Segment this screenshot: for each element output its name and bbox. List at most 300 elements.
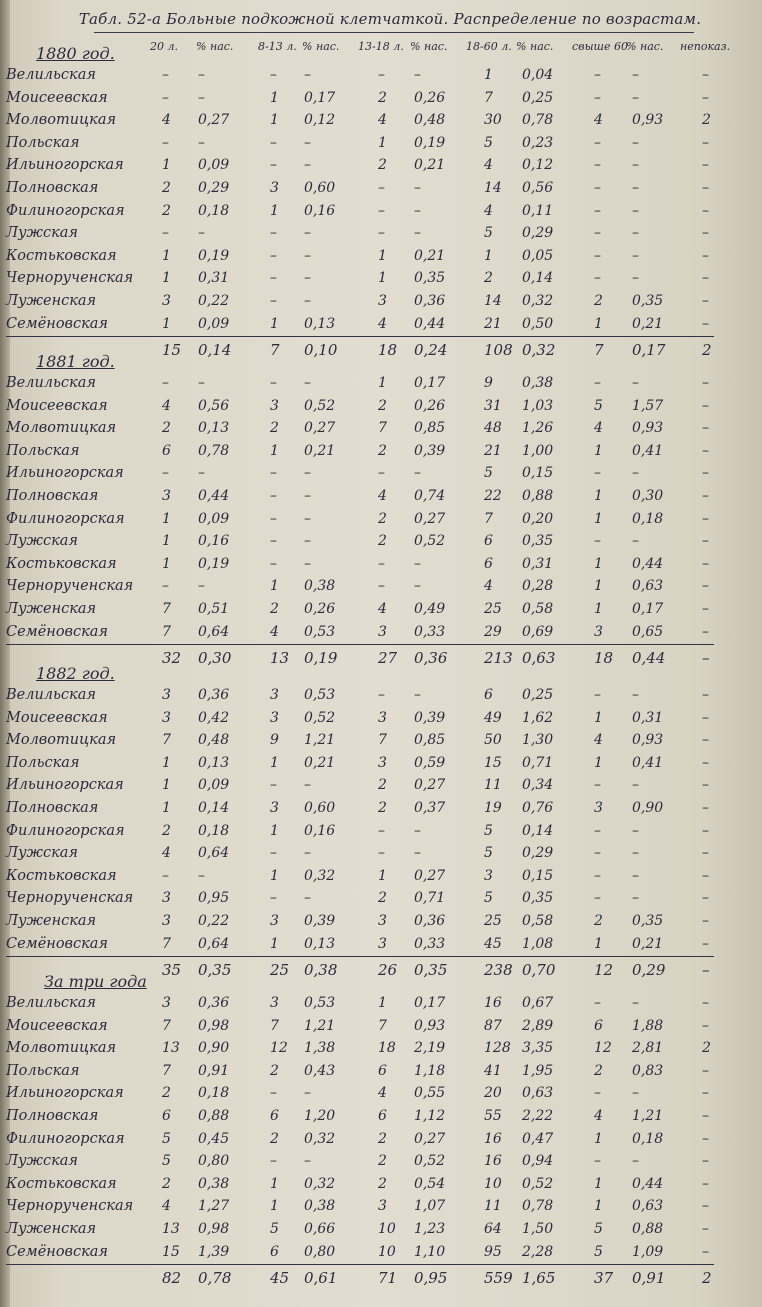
table-cell: 3 <box>270 913 279 929</box>
volost-name: Ильиногорская <box>6 777 124 794</box>
table-cell: 3 <box>378 623 387 640</box>
table-cell: 1,03 <box>522 397 554 414</box>
table-cell: 1,00 <box>522 442 554 459</box>
table-cell: 1,39 <box>198 1243 230 1260</box>
table-cell: 3 <box>594 800 603 816</box>
table-cell: – <box>270 1153 277 1170</box>
table-cell: – <box>304 375 311 391</box>
table-cell: 2 <box>378 533 387 550</box>
table-cell: 3 <box>162 995 171 1011</box>
table-cell: 0,35 <box>632 913 664 929</box>
table-cell: 2 <box>594 293 603 309</box>
table-cell: 0,58 <box>522 601 554 617</box>
table-cell: 4 <box>594 112 603 129</box>
table-cell: 18 <box>378 1040 396 1057</box>
table-cell: – <box>198 89 205 106</box>
table-cell: 0,14 <box>522 270 554 287</box>
table-cell: 7 <box>162 623 171 640</box>
table-cell: 0,21 <box>304 754 336 771</box>
table-cell: – <box>702 601 709 617</box>
table-cell: 3 <box>162 890 171 907</box>
table-cell: 0,41 <box>632 442 664 459</box>
table-cell: 0,38 <box>198 1175 230 1192</box>
table-row <box>0 1037 762 1059</box>
table-cell: 0,93 <box>632 112 664 129</box>
table-cell: 0,26 <box>414 397 446 414</box>
table-cell: 3 <box>270 800 279 816</box>
table-row <box>0 1015 762 1037</box>
table-cell: – <box>270 67 277 83</box>
table-cell: – <box>632 375 639 391</box>
table-cell: – <box>702 913 709 929</box>
table-cell: 0,90 <box>198 1040 230 1057</box>
table-cell: 1 <box>162 510 171 527</box>
table-cell: 1 <box>162 555 171 572</box>
table-cell: 6 <box>378 1108 387 1124</box>
table-cell: 2 <box>378 800 387 816</box>
table-cell: 2,22 <box>522 1108 554 1124</box>
total-cell: 15 <box>162 341 182 360</box>
table-cell: 0,52 <box>414 1153 446 1170</box>
total-rule <box>6 1264 714 1265</box>
total-cell: 0,24 <box>414 341 448 360</box>
table-cell: – <box>632 89 639 106</box>
table-cell: 1,57 <box>632 397 664 414</box>
table-cell: 1 <box>270 822 279 839</box>
table-cell: – <box>162 465 169 482</box>
table-cell: – <box>594 777 601 794</box>
table-cell: 0,91 <box>198 1062 230 1079</box>
table-cell: 0,66 <box>304 1221 336 1237</box>
table-cell: 3 <box>270 709 279 726</box>
table-cell: 6 <box>270 1108 279 1124</box>
table-cell: 0,17 <box>632 601 664 617</box>
volost-name: Полновская <box>6 180 99 196</box>
table-cell: 0,38 <box>522 375 554 391</box>
table-cell: 0,09 <box>198 777 230 794</box>
table-cell: 0,15 <box>522 867 554 884</box>
table-row <box>0 820 762 842</box>
column-header: непоказ. <box>680 40 731 53</box>
table-cell: 0,29 <box>198 180 230 196</box>
table-row <box>0 729 762 751</box>
table-cell: 4 <box>378 315 387 332</box>
table-cell: – <box>632 995 639 1011</box>
table-cell: 3 <box>162 913 171 929</box>
table-cell: – <box>702 315 709 332</box>
table-cell: – <box>702 89 709 106</box>
table-cell: – <box>702 488 709 504</box>
total-cell: 12 <box>594 961 614 980</box>
volost-name: Костьковская <box>6 247 117 264</box>
table-cell: 2 <box>378 510 387 527</box>
table-row <box>0 462 762 484</box>
table-cell: 3 <box>378 1198 387 1215</box>
table-cell: – <box>270 510 277 527</box>
table-cell: 2,89 <box>522 1017 554 1034</box>
table-cell: 3 <box>270 397 279 414</box>
table-cell: 0,23 <box>522 134 554 151</box>
table-cell: 0,93 <box>632 732 664 749</box>
total-rule <box>6 336 714 337</box>
table-cell: 0,17 <box>414 995 446 1011</box>
table-cell: 0,34 <box>522 777 554 794</box>
volost-name: Семёновская <box>6 935 109 952</box>
volost-name: Чернорученская <box>6 890 134 907</box>
table-cell: 1 <box>270 1175 279 1192</box>
table-cell: 0,53 <box>304 995 336 1011</box>
table-row <box>0 1195 762 1217</box>
table-row <box>0 1150 762 1172</box>
table-cell: – <box>702 225 709 242</box>
column-header: 8-13 л. <box>258 40 297 53</box>
table-cell: – <box>270 533 277 550</box>
table-row <box>0 132 762 154</box>
table-cell: 1 <box>270 315 279 332</box>
table-cell: – <box>162 375 169 391</box>
table-row <box>0 992 762 1014</box>
table-cell: 7 <box>270 1017 279 1034</box>
table-cell: 4 <box>378 488 387 504</box>
table-cell: 6 <box>270 1243 279 1260</box>
table-cell: 5 <box>162 1130 171 1147</box>
table-cell: 15 <box>484 754 502 771</box>
table-cell: 0,44 <box>198 488 230 504</box>
table-cell: – <box>162 867 169 884</box>
table-cell: 9 <box>270 732 279 749</box>
total-cell: 0,91 <box>632 1269 666 1288</box>
table-cell: 5 <box>484 822 493 839</box>
table-cell: – <box>594 157 601 174</box>
total-cell: 27 <box>378 649 398 668</box>
table-cell: 1,09 <box>632 1243 664 1260</box>
table-cell: 1 <box>594 1130 603 1147</box>
table-cell: – <box>702 867 709 884</box>
table-cell: – <box>632 270 639 287</box>
table-cell: – <box>198 465 205 482</box>
volost-name: Ильиногорская <box>6 157 124 174</box>
column-header: 13-18 л. <box>358 40 404 53</box>
table-cell: – <box>702 800 709 816</box>
table-cell: 3 <box>162 687 171 703</box>
table-cell: – <box>594 134 601 151</box>
total-cell: 0,30 <box>198 649 232 668</box>
table-cell: 0,20 <box>522 510 554 527</box>
table-cell: 2 <box>378 890 387 907</box>
table-cell: 1 <box>378 247 387 264</box>
table-cell: 1,12 <box>414 1108 446 1124</box>
table-cell: 0,60 <box>304 800 336 816</box>
table-cell: 3 <box>270 995 279 1011</box>
table-cell: – <box>632 777 639 794</box>
table-cell: – <box>632 1153 639 1170</box>
table-cell: 1,50 <box>522 1221 554 1237</box>
table-row <box>0 177 762 199</box>
table-row <box>0 1128 762 1150</box>
table-cell: 4 <box>484 157 493 174</box>
table-cell: – <box>198 867 205 884</box>
table-cell: – <box>304 67 311 83</box>
table-cell: 1 <box>594 442 603 459</box>
table-cell: 0,19 <box>414 134 446 151</box>
table-cell: 0,11 <box>522 202 554 219</box>
table-cell: 3 <box>162 293 171 309</box>
table-cell: 4 <box>594 420 603 437</box>
table-cell: 2,81 <box>632 1040 664 1057</box>
table-cell: – <box>304 293 311 309</box>
table-cell: 2 <box>378 1175 387 1192</box>
table-cell: – <box>198 134 205 151</box>
volost-name: Полновская <box>6 488 99 504</box>
table-cell: 2 <box>270 420 279 437</box>
table-row <box>0 313 762 335</box>
total-cell: 82 <box>162 1269 182 1288</box>
column-header: % нас. <box>196 40 234 53</box>
table-cell: 0,32 <box>522 293 554 309</box>
table-cell: 0,30 <box>632 488 664 504</box>
table-row <box>0 485 762 507</box>
table-cell: 2 <box>270 601 279 617</box>
table-cell: – <box>702 890 709 907</box>
table-cell: – <box>594 1153 601 1170</box>
table-row <box>0 887 762 909</box>
table-cell: 1 <box>270 202 279 219</box>
table-cell: 2 <box>378 397 387 414</box>
table-cell: 0,18 <box>632 510 664 527</box>
table-cell: – <box>594 375 601 391</box>
table-cell: – <box>304 555 311 572</box>
table-cell: 0,43 <box>304 1062 336 1079</box>
table-cell: 0,35 <box>522 890 554 907</box>
table-cell: – <box>378 180 385 196</box>
table-cell: – <box>702 67 709 83</box>
column-header: 20 л. <box>150 40 178 53</box>
table-cell: – <box>378 578 385 595</box>
table-cell: – <box>270 225 277 242</box>
volost-name: Молвотицкая <box>6 112 117 129</box>
table-cell: 1 <box>270 867 279 884</box>
table-row <box>0 707 762 729</box>
table-row <box>0 64 762 86</box>
table-cell: – <box>270 1085 277 1102</box>
table-cell: 0,38 <box>304 1198 336 1215</box>
volost-name: Костьковская <box>6 1175 117 1192</box>
table-row <box>0 598 762 620</box>
table-cell: 0,13 <box>198 754 230 771</box>
total-cell: 32 <box>162 649 182 668</box>
table-cell: 0,16 <box>304 822 336 839</box>
table-row <box>0 200 762 222</box>
table-cell: 0,32 <box>304 1130 336 1147</box>
table-cell: 0,53 <box>304 687 336 703</box>
table-cell: 12 <box>270 1040 288 1057</box>
table-cell: – <box>270 157 277 174</box>
table-cell: 0,29 <box>522 845 554 862</box>
table-cell: 15 <box>162 1243 180 1260</box>
table-cell: – <box>702 442 709 459</box>
table-cell: 0,19 <box>198 247 230 264</box>
table-cell: – <box>632 822 639 839</box>
table-cell: 0,33 <box>414 623 446 640</box>
table-cell: 0,36 <box>414 913 446 929</box>
table-cell: 0,22 <box>198 913 230 929</box>
table-cell: – <box>594 822 601 839</box>
total-cell: 18 <box>378 341 398 360</box>
table-cell: 1 <box>270 112 279 129</box>
table-cell: 1,18 <box>414 1062 446 1079</box>
table-cell: 0,45 <box>198 1130 230 1147</box>
table-cell: 0,17 <box>414 375 446 391</box>
table-cell: 0,76 <box>522 800 554 816</box>
total-cell: 26 <box>378 961 398 980</box>
table-cell: – <box>594 89 601 106</box>
table-cell: – <box>702 623 709 640</box>
table-cell: 0,21 <box>632 935 664 952</box>
volost-name: Луженская <box>6 601 97 617</box>
table-cell: 0,13 <box>304 315 336 332</box>
total-cell: 0,78 <box>198 1269 232 1288</box>
table-cell: 4 <box>484 202 493 219</box>
table-cell: – <box>594 225 601 242</box>
table-cell: 7 <box>378 732 387 749</box>
table-cell: 5 <box>484 465 493 482</box>
table-cell: 16 <box>484 1130 502 1147</box>
table-cell: 1 <box>594 510 603 527</box>
table-cell: 3,35 <box>522 1040 554 1057</box>
table-cell: – <box>702 1017 709 1034</box>
table-cell: 0,52 <box>304 397 336 414</box>
table-cell: 0,53 <box>304 623 336 640</box>
table-cell: 0,63 <box>632 1198 664 1215</box>
table-cell: – <box>304 1153 311 1170</box>
table-row <box>0 87 762 109</box>
total-cell: 2 <box>702 341 712 360</box>
table-cell: – <box>304 270 311 287</box>
total-cell: 0,35 <box>198 961 232 980</box>
total-cell: 0,29 <box>632 961 666 980</box>
table-cell: 0,16 <box>198 533 230 550</box>
table-cell: 0,31 <box>522 555 554 572</box>
volost-name: Луженская <box>6 293 97 309</box>
volost-name: Чернорученская <box>6 270 134 287</box>
table-cell: 5 <box>484 225 493 242</box>
table-row <box>0 530 762 552</box>
table-cell: 0,56 <box>198 397 230 414</box>
total-cell: 0,10 <box>304 341 338 360</box>
table-cell: 3 <box>594 623 603 640</box>
table-cell: 0,27 <box>414 510 446 527</box>
column-header: % нас. <box>626 40 664 53</box>
table-cell: 0,22 <box>198 293 230 309</box>
table-cell: 2 <box>484 270 493 287</box>
table-cell: 0,64 <box>198 935 230 952</box>
table-cell: 0,54 <box>414 1175 446 1192</box>
table-row <box>0 1082 762 1104</box>
table-cell: – <box>702 202 709 219</box>
table-cell: – <box>270 890 277 907</box>
table-cell: 13 <box>162 1221 180 1237</box>
table-cell: 0,78 <box>198 442 230 459</box>
table-cell: 3 <box>378 754 387 771</box>
volost-name: Семёновская <box>6 623 109 640</box>
table-cell: – <box>162 134 169 151</box>
volost-name: Молвотицкая <box>6 420 117 437</box>
table-cell: 1 <box>594 601 603 617</box>
table-cell: 1 <box>270 89 279 106</box>
total-cell: 18 <box>594 649 614 668</box>
volost-name: Польская <box>6 754 80 771</box>
table-cell: – <box>702 270 709 287</box>
table-cell: 2 <box>378 777 387 794</box>
column-header: % нас. <box>410 40 448 53</box>
table-cell: 2 <box>270 1130 279 1147</box>
total-cell: 238 <box>484 961 513 980</box>
table-cell: 2 <box>378 1130 387 1147</box>
table-cell: 1,10 <box>414 1243 446 1260</box>
table-cell: 10 <box>378 1221 396 1237</box>
volost-name: Семёновская <box>6 315 109 332</box>
table-cell: 6 <box>378 1062 387 1079</box>
table-row <box>0 1241 762 1263</box>
table-cell: 1,23 <box>414 1221 446 1237</box>
table-cell: 14 <box>484 180 502 196</box>
table-cell: 0,27 <box>414 867 446 884</box>
table-cell: – <box>414 465 421 482</box>
table-cell: 0,04 <box>522 67 554 83</box>
table-cell: 2 <box>594 1062 603 1079</box>
total-cell: – <box>702 649 710 668</box>
table-row <box>0 372 762 394</box>
table-cell: 0,44 <box>632 555 664 572</box>
table-cell: – <box>304 247 311 264</box>
table-cell: 0,13 <box>304 935 336 952</box>
volost-name: Велильская <box>6 67 96 83</box>
table-cell: 1 <box>484 67 493 83</box>
table-cell: – <box>702 822 709 839</box>
table-cell: 0,15 <box>522 465 554 482</box>
table-cell: 6 <box>484 533 493 550</box>
table-cell: – <box>414 67 421 83</box>
volost-name: Филиногорская <box>6 510 125 527</box>
volost-name: Чернорученская <box>6 1198 134 1215</box>
table-cell: 95 <box>484 1243 502 1260</box>
table-cell: – <box>632 1085 639 1102</box>
table-cell: – <box>702 845 709 862</box>
table-cell: 1 <box>378 134 387 151</box>
table-cell: 0,35 <box>522 533 554 550</box>
table-cell: 2 <box>594 913 603 929</box>
table-cell: – <box>414 180 421 196</box>
table-cell: – <box>702 1130 709 1147</box>
table-cell: – <box>270 375 277 391</box>
table-cell: 0,93 <box>414 1017 446 1034</box>
table-cell: – <box>594 687 601 703</box>
table-cell: 0,80 <box>304 1243 336 1260</box>
table-cell: 0,21 <box>632 315 664 332</box>
table-cell: 87 <box>484 1017 502 1034</box>
table-cell: – <box>702 157 709 174</box>
table-cell: 6 <box>162 442 171 459</box>
table-cell: 7 <box>162 1017 171 1034</box>
table-cell: 0,63 <box>632 578 664 595</box>
table-cell: 4 <box>378 1085 387 1102</box>
table-cell: 0,39 <box>304 913 336 929</box>
table-cell: 0,27 <box>198 112 230 129</box>
table-cell: 0,64 <box>198 845 230 862</box>
table-cell: – <box>702 1221 709 1237</box>
table-cell: – <box>702 1175 709 1192</box>
table-cell: 6 <box>484 687 493 703</box>
